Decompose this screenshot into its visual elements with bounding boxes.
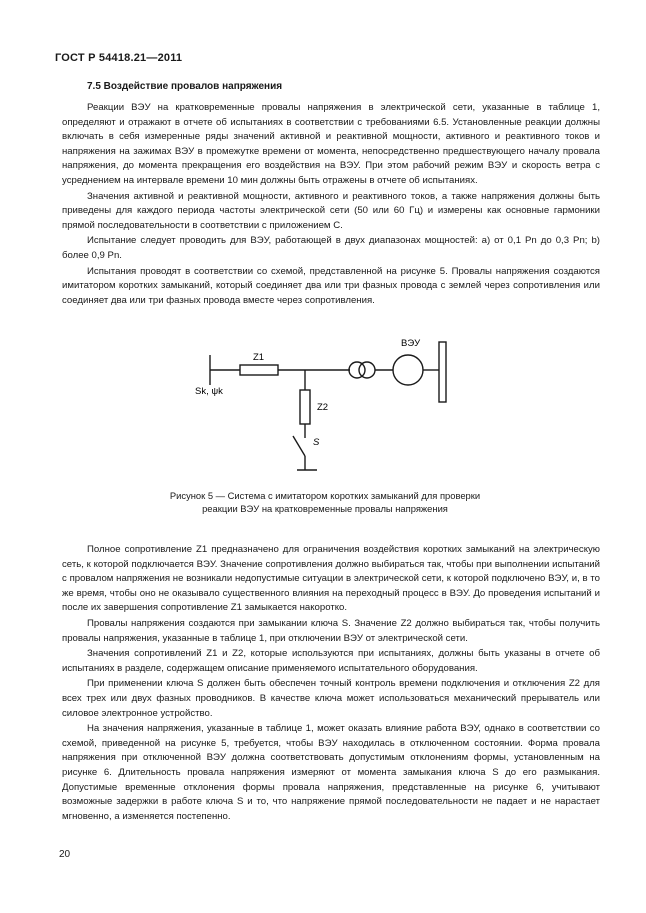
- paragraph: При применении ключа S должен быть обеспечен точный контроль времени подключения и отключения Z2 для всех трех или двух фазных проводников. В качестве ключа может использоваться механический прерыватель или силовое электронное устройство.: [62, 678, 600, 719]
- z2-resistor: [300, 390, 310, 424]
- paragraph: Полное сопротивление Z1 предназначено для ограничения воздействия коротких замыканий на электрическую сеть, к которой подключается ВЭУ. Значение сопротивления должно выбираться так, чтобы при выполнении испытаний с провалом напряжения не возникали недопустимые ситуации в электрической сети, к которой подключено ВЭУ, и, в то же время, чтобы оно не оказывало существенного влияния на переходный процесс в ВЭУ. До проведения испытаний и после их завершения сопротивление Z1 замыкается накоротко.: [62, 544, 600, 614]
- turbine-label: ВЭУ: [401, 338, 421, 349]
- z1-resistor: [240, 365, 278, 375]
- paragraph: Значения сопротивлений Z1 и Z2, которые используются при испытаниях, должны быть указаны в отчете об испытаниях в разделе, содержащем описание применяемого испытательного оборудования.: [62, 648, 600, 674]
- document-header: ГОСТ Р 54418.21—2011: [55, 52, 183, 64]
- switch-label: S: [313, 437, 320, 448]
- switch-blade: [293, 436, 305, 456]
- z2-label: Z2: [317, 402, 329, 413]
- transformer-coil: [349, 362, 365, 378]
- paragraph: Испытания проводят в соответствии со схемой, представленной на рисунке 5. Провалы напряжения создаются имитатором коротких замыканий, который соединяет два или три фазных провода с землей через сопротивления или соединяет два или три фазных провода вместе через сопротивления.: [62, 265, 600, 306]
- text-block-top: [62, 101, 600, 308]
- paragraph: Испытание следует проводить для ВЭУ, работающей в двух диапазонах мощностей: а) от 0,1 Pn до 0,3 Pn; b) более 0,9 Pn.: [62, 235, 600, 261]
- paragraph: Значения активной и реактивной мощности, активного и реактивного токов, а также напряжения должны быть приведены для каждого периода частоты электрической сети (50 или 60 Гц) и измерены как основные гармоники прямой последовательности в соответствии с приложением С.: [62, 190, 600, 231]
- z1-label: Z1: [253, 352, 265, 363]
- page-number: 20: [59, 849, 71, 860]
- text-block-bottom: [62, 543, 600, 824]
- transformer-coil: [359, 362, 375, 378]
- circuit-diagram: [195, 330, 465, 480]
- caption-line: реакции ВЭУ на кратковременные провалы напряжения: [202, 503, 448, 514]
- generator-symbol: [393, 355, 423, 385]
- paragraph: Провалы напряжения создаются при замыкании ключа S. Значение Z2 должно выбираться так, чтобы получить провалы напряжения, указанные в таблице 1, при отключении ВЭУ от электрической сети.: [62, 617, 600, 644]
- paragraph: Реакции ВЭУ на кратковременные провалы напряжения в электрической сети, указанные в таблице 1, определяют и отражают в отчете об испытаниях в соответствии с требованиями 6.5. Установленные реакции должны включать в себя измеренные ряды значений активной и реактивной мощности, активного и реактивного токов и напряжения на зажимах ВЭУ в промежутке времени от момента, непосредственно предшествующего началу провала напряжения, до момента прекращения его воздействия на ВЭУ. При этом рабочий режим ВЭУ и скорость ветра с усреднением на интервале времени 10 мин должны быть отражены в отчете об испытаниях.: [62, 102, 600, 186]
- section-title: 7.5 Воздействие провалов напряжения: [87, 81, 283, 92]
- paragraph: На значения напряжения, указанные в таблице 1, может оказать влияние работа ВЭУ, однако в соответствии со схемой, приведенной на рисунке 5, требуется, чтобы ВЭУ находилась в отключенном состоянии. Форма провала напряжения при отключенной ВЭУ должна соответствовать допустимым отклонениям формы, установленным на рисунке 6. Длительность провала напряжения измеряют от момента замыкания ключа S до его размыкания. Допустимые временные отклонения формы провала напряжения, представленные на рисунке 6, учитывают возможные задержки в работе ключа S и то, что напряжение прямой последовательности не падает и не нарастает мгновенно, а изменяется постепенно.: [62, 723, 600, 822]
- figure-caption: [130, 489, 520, 515]
- grid-label: Sk, ψk: [195, 386, 223, 397]
- turbine-tower: [439, 342, 446, 402]
- caption-line: Рисунок 5 — Система с имитатором коротких замыканий для проверки: [169, 490, 481, 501]
